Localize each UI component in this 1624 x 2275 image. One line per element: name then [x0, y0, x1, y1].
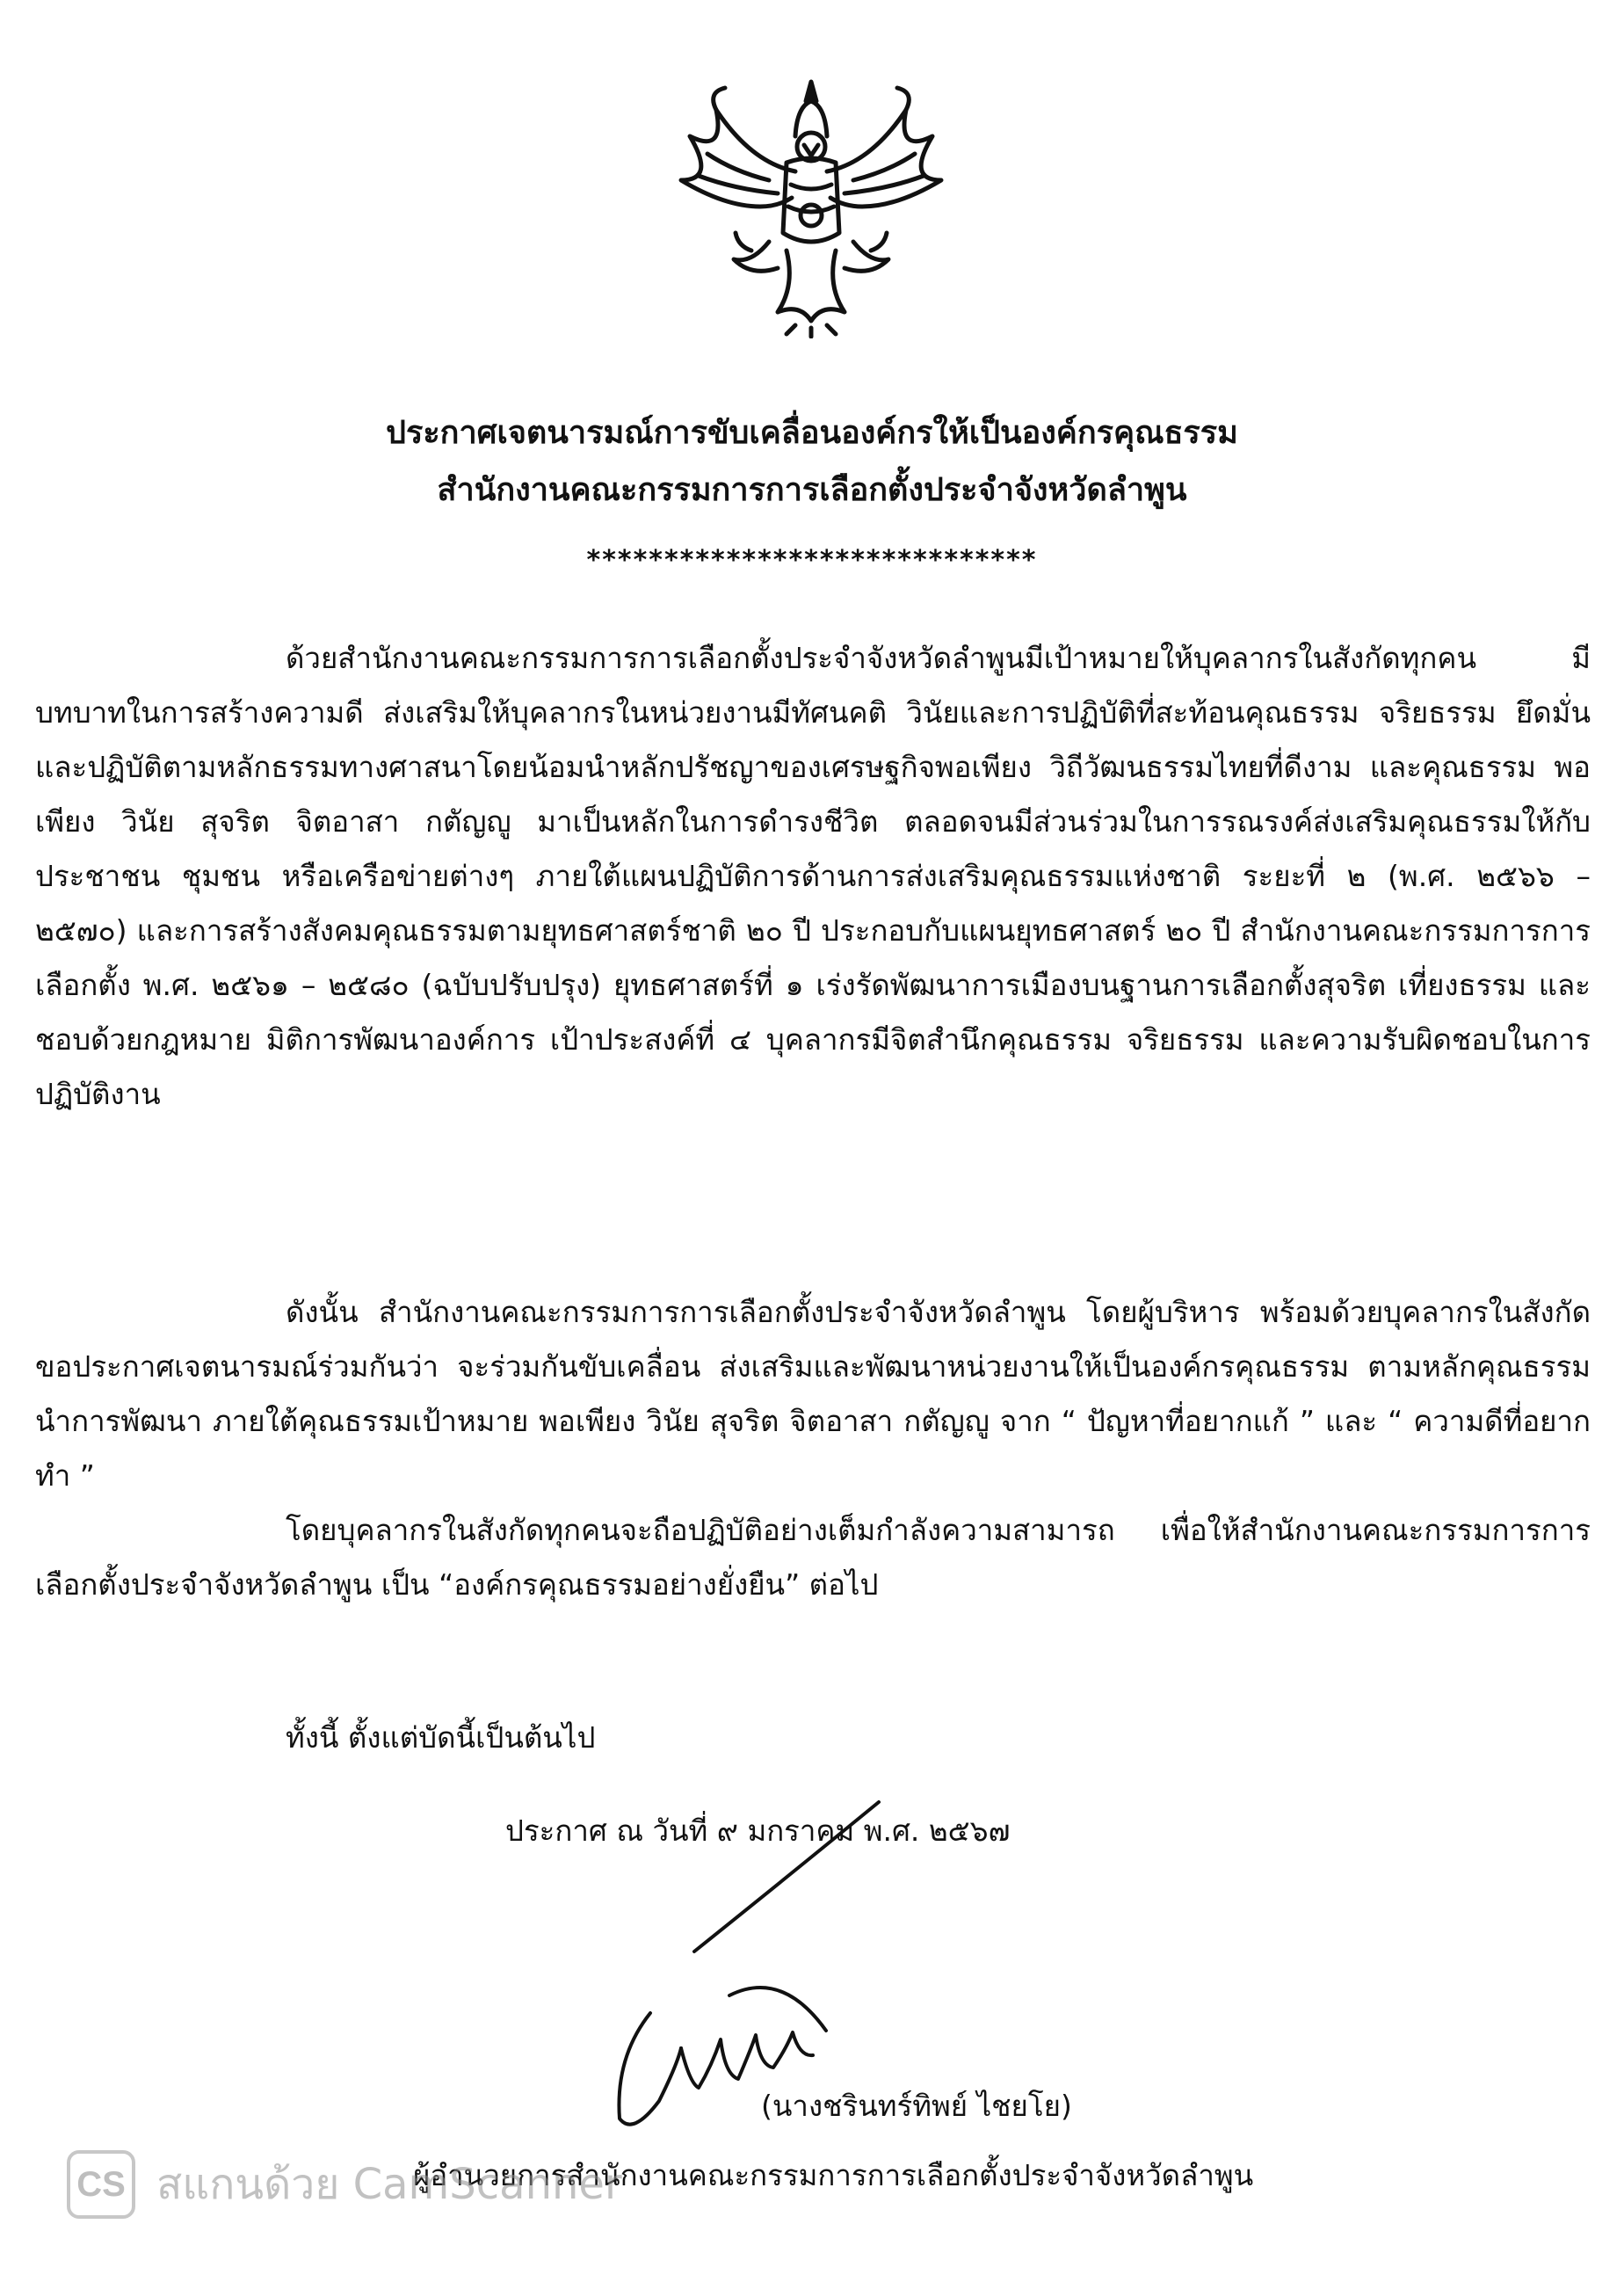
- announcement-date: ประกาศ ณ วันที่ ๙ มกราคม พ.ศ. ๒๕๖๗: [505, 1813, 1011, 1848]
- document-title-line-2: สำนักงานคณะกรรมการการเลือกตั้งประจำจังหวัดลำพูน: [437, 472, 1187, 508]
- signer-position: ผู้อำนวยการสำนักงานคณะกรรมการการเลือกตั้งประจำจังหวัดลำพูน: [413, 2158, 1254, 2192]
- title-separator: *****************************: [586, 545, 1038, 576]
- body-paragraph-1: ด้วยสำนักงานคณะกรรมการการเลือกตั้งประจำจังหวัดลำพูนมีเป้าหมายให้บุคลากรในสังกัดทุกคน มีบทบาทในการสร้างความดี ส่งเสริมให้บุคลากรในหน่วยงานมีทัศนคติ วินัยและการปฏิบัติที่สะท้อนคุณธรรม จริยธรรม ยึดมั่นและปฏิบัติตามหลักธรรมทางศาสนาโดยน้อมนำหลักปรัชญาของเศรษฐกิจพอเพียง วิถีวัฒนธรรมไทยที่ดีงาม และคุณธรรม พอเพียง วินัย สุจริต จิตอาสา กตัญญู มาเป็นหลักในการดำรงชีวิต ตลอดจนมีส่วนร่วมในการรณรงค์ส่งเสริมคุณธรรมให้กับประชาชน ชุมชน หรือเครือข่ายต่างๆ ภายใต้แผนปฏิบัติการด้านการส่งเสริมคุณธรรมแห่งชาติ ระยะที่ ๒ (พ.ศ. ๒๕๖๖ – ๒๕๗๐) และการสร้างสังคมคุณธรรมตามยุทธศาสตร์ชาติ ๒๐ ปี ประกอบกับแผนยุทธศาสตร์ ๒๐ ปี สำนักงานคณะกรรมการการเลือกตั้ง พ.ศ. ๒๕๖๑ – ๒๕๘๐ (ฉบับปรับปรุง) ยุทธศาสตร์ที่ ๑ เร่งรัดพัฒนาการเมืองบนฐานการเลือกตั้งสุจริต เที่ยงธรรม และชอบด้วยกฎหมาย มิติการพัฒนาองค์การ เป้าประสงค์ที่ ๔ บุคลากรมีจิตสำนึกคุณธรรม จริยธรรม และความรับผิดชอบในการปฏิบัติงาน: [35, 641, 1591, 1111]
- camscanner-watermark-text: สแกนด้วย CamScanner: [156, 2160, 622, 2209]
- camscanner-logo-icon: CS: [67, 2150, 135, 2219]
- body-paragraph-4: ทั้งนี้ ตั้งแต่บัดนี้เป็นต้นไป: [286, 1720, 596, 1755]
- document-title-line-1: ประกาศเจตนารมณ์การขับเคลื่อนองค์กรให้เป็นองค์กรคุณธรรม: [386, 415, 1238, 451]
- body-paragraph-3: โดยบุคลากรในสังกัดทุกคนจะถือปฏิบัติอย่างเต็มกำลังความสามารถ เพื่อให้สำนักงานคณะกรรมการการเลือกตั้งประจำจังหวัดลำพูน เป็น “องค์กรคุณธรรมอย่างยั่งยืน” ต่อไป: [35, 1513, 1591, 1602]
- body-paragraph-2: ดังนั้น สำนักงานคณะกรรมการการเลือกตั้งประจำจังหวัดลำพูน โดยผู้บริหาร พร้อมด้วยบุคลากรในสังกัดขอประกาศเจตนารมณ์ร่วมกันว่า จะร่วมกันขับเคลื่อน ส่งเสริมและพัฒนาหน่วยงานให้เป็นองค์กรคุณธรรม ตามหลักคุณธรรมนำการพัฒนา ภายใต้คุณธรรมเป้าหมาย พอเพียง วินัย สุจริต จิตอาสา กตัญญู จาก “ ปัญหาที่อยากแก้ ” และ “ ความดีที่อยากทำ ”: [35, 1295, 1591, 1493]
- camscanner-watermark: [67, 2149, 622, 2220]
- signer-name: (นางชรินทร์ทิพย์ ไชยโย): [761, 2089, 1072, 2123]
- garuda-emblem-icon: [655, 75, 968, 338]
